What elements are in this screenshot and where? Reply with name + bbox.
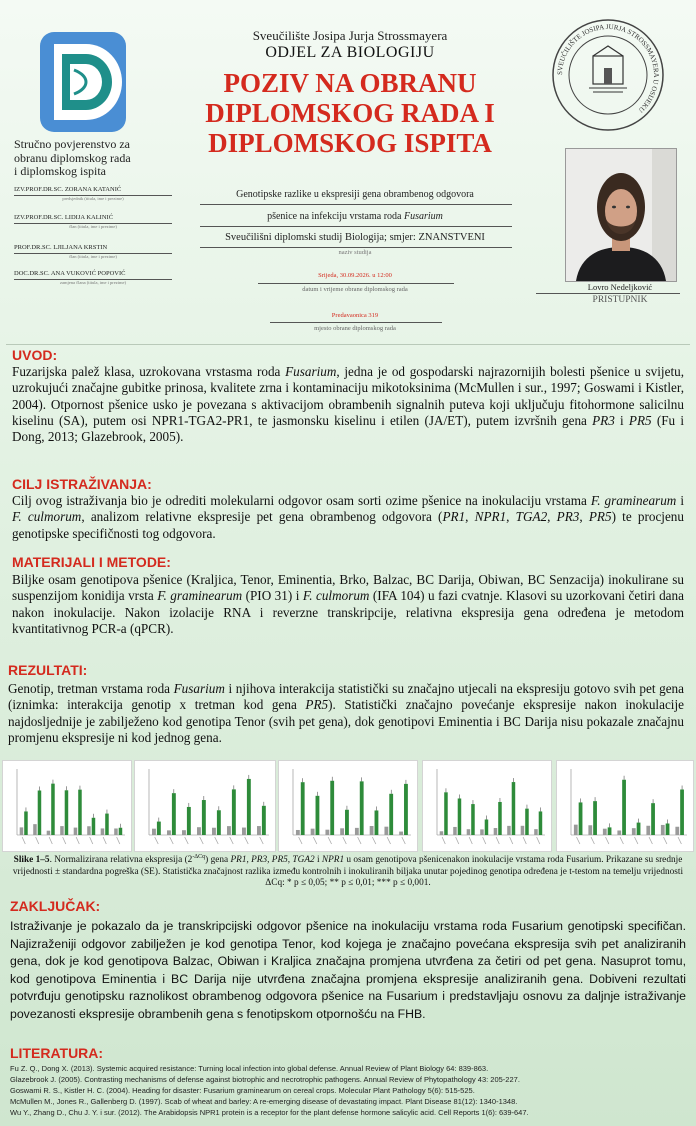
bar-inoculated bbox=[622, 780, 626, 835]
tick-label bbox=[469, 837, 472, 844]
bar-control bbox=[87, 826, 91, 835]
tick-label bbox=[49, 837, 52, 844]
candidate-name: Lovro Nedeljković bbox=[587, 282, 653, 292]
thesis-title-line-2 bbox=[190, 211, 520, 222]
department-name: ODJEL ZA BIOLOGIJU bbox=[265, 44, 435, 61]
tick-label bbox=[36, 837, 39, 844]
bar-control bbox=[74, 828, 78, 835]
study-program: Sveučilišni diplomski studij Biologija; smjer: ZNANSTVENI bbox=[225, 232, 485, 243]
rezultati-heading: REZULTATI: bbox=[8, 662, 88, 678]
committee-member bbox=[14, 214, 172, 229]
bar-control bbox=[47, 831, 51, 835]
bar-inoculated bbox=[608, 827, 612, 835]
tick-label bbox=[577, 837, 580, 844]
bar-inoculated bbox=[485, 820, 489, 835]
bar-control bbox=[355, 828, 359, 835]
tick-label bbox=[664, 837, 667, 844]
tick-label bbox=[635, 837, 638, 844]
zakljucak-heading: ZAKLJUČAK: bbox=[10, 898, 101, 914]
reference-item: McMullen M., Jones R., Gallenberg D. (1997). Scab of wheat and barley: A re-emerging disease of devastating impact. Plant Disease 81(12): 1340-1348. bbox=[10, 1097, 518, 1106]
university-seal bbox=[549, 16, 667, 134]
committee-member bbox=[14, 244, 172, 259]
tick-label bbox=[185, 837, 189, 844]
tick-label bbox=[230, 837, 234, 844]
bar-control bbox=[311, 829, 315, 835]
bar-inoculated bbox=[51, 784, 55, 835]
bar-control bbox=[384, 827, 388, 835]
literatura-heading: LITERATURA: bbox=[10, 1045, 104, 1061]
bar-control bbox=[257, 826, 261, 835]
bar-inoculated bbox=[187, 807, 191, 835]
committee-heading bbox=[14, 138, 194, 179]
bar-control bbox=[152, 829, 156, 835]
reference-list bbox=[10, 1063, 686, 1118]
bar-inoculated bbox=[593, 801, 597, 835]
metode-heading: MATERIJALI I METODE: bbox=[12, 554, 171, 570]
bar-control bbox=[242, 828, 246, 835]
tick-label bbox=[387, 837, 390, 844]
bar-control bbox=[574, 825, 578, 835]
member-name: DOC.DR.SC. ANA VUKOVIĆ POPOVIĆ bbox=[14, 270, 126, 277]
title-line: DIPLOMSKOG ISPITA bbox=[208, 128, 492, 158]
title-line: POZIV NA OBRANU bbox=[223, 68, 477, 98]
tick-label bbox=[523, 837, 526, 844]
member-name: IZV.PROF.DR.SC. ZORANA KATANIĆ bbox=[14, 186, 122, 193]
bar-inoculated bbox=[345, 810, 349, 835]
bar-inoculated bbox=[404, 784, 408, 835]
bar-control bbox=[467, 829, 471, 835]
member-role: predsjednik (titula, ime i prezime) bbox=[62, 196, 124, 201]
metode-text: Biljke osam genotipova pšenice (Kraljica, Tenor, Eminentia, Brko, Balzac, BC Darija, Obiwan, BC Senzacija) inokulirane su suspenzijom konidija vrsta F. graminearum (PIO 31) i F. culmorum (IFA 104) u fazi cvatnje. Klasovi su uzorkovani četiri dana nakon inokulacije. Nakon izolacije RNA i reverzne transkripcije, relativna ekspresija gena određena je metodom kvantitativnog PCR-a (qPCR). bbox=[12, 572, 684, 636]
bar-inoculated bbox=[498, 802, 502, 835]
bar-inoculated bbox=[247, 779, 251, 835]
bar-inoculated bbox=[65, 790, 69, 835]
tick-label bbox=[22, 837, 25, 844]
committee-member bbox=[14, 186, 172, 201]
bar-inoculated bbox=[512, 782, 516, 835]
tick-label bbox=[537, 837, 540, 844]
bar-control bbox=[534, 829, 538, 835]
figure-panel bbox=[422, 760, 552, 852]
bar-control bbox=[325, 830, 329, 835]
tick-label bbox=[620, 837, 623, 844]
reference-item: Goswami R. S., Kistler H. C. (2004). Heading for disaster: Fusarium graminearum on cereal crops. Molecular Plant Pathology 5(6): 515-525. bbox=[10, 1086, 475, 1095]
bar-inoculated bbox=[78, 790, 82, 835]
bar-control bbox=[632, 828, 636, 835]
bar-inoculated bbox=[330, 781, 334, 835]
bar-inoculated bbox=[157, 822, 161, 835]
bar-control bbox=[507, 826, 511, 835]
member-role: zamjena člana (titula, ime i prezime) bbox=[60, 280, 126, 285]
tick-label bbox=[155, 837, 159, 844]
bar-inoculated bbox=[666, 824, 670, 835]
defense-place: Predavaonica 319 bbox=[331, 312, 379, 319]
bar-control bbox=[370, 826, 374, 835]
uvod-heading: UVOD: bbox=[12, 347, 58, 363]
bar-control bbox=[603, 829, 607, 835]
bar-control bbox=[182, 830, 186, 835]
figure-chart bbox=[423, 761, 551, 851]
thesis-title-text: pšenice na infekciju vrstama roda bbox=[267, 211, 404, 222]
title-line: DIPLOMSKOG RADA I bbox=[205, 98, 495, 128]
figure-chart bbox=[279, 761, 417, 851]
committee-member bbox=[14, 270, 172, 285]
bar-control bbox=[20, 827, 24, 835]
bar-inoculated bbox=[232, 789, 236, 835]
tick-label bbox=[510, 837, 513, 844]
candidate-label: PRISTUPNIK bbox=[592, 295, 648, 305]
tick-label bbox=[328, 837, 331, 844]
bar-control bbox=[197, 827, 201, 835]
bar-control bbox=[480, 829, 484, 835]
tick-label bbox=[442, 837, 445, 844]
bar-inoculated bbox=[217, 810, 221, 835]
bar-inoculated bbox=[458, 798, 462, 835]
figure-chart bbox=[135, 761, 275, 851]
bar-control bbox=[646, 826, 650, 835]
bar-control bbox=[296, 830, 300, 835]
tick-label bbox=[170, 837, 174, 844]
bar-control bbox=[588, 825, 592, 835]
bar-control bbox=[33, 824, 37, 835]
tick-label bbox=[63, 837, 66, 844]
bar-control bbox=[440, 831, 444, 835]
tick-label bbox=[245, 837, 249, 844]
tick-label bbox=[372, 837, 375, 844]
bar-inoculated bbox=[105, 814, 109, 835]
reference-item: Wu Y., Zhang D., Chu J. Y. i sur. (2012). The Arabidopsis NPR1 protein is a receptor for the plant defense hormone salicylic acid. Cell Reports 1(6): 639-647. bbox=[10, 1108, 529, 1117]
bar-inoculated bbox=[316, 796, 320, 835]
bar-control bbox=[101, 828, 105, 835]
tick-label bbox=[483, 837, 486, 844]
tick-label bbox=[591, 837, 594, 844]
tick-label bbox=[402, 837, 405, 844]
zakljucak-text: Istraživanje je pokazalo da je transkripcijski odgovor pšenice na inokulaciju vrstama roda Fusarium genotipski specifičan. Najizraženiji odgovor zabilježen je kod genotipa Tenor, kod kojega je značajno povećana ekspresija svih pet analiziranih gena, dok je kod genotipova Balzac, Obiwan i Kraljica značajna promjena utvrđena za četiri od pet gena. Nasuprot tomu, kod genotipova Eminentia i BC Darija nije utvrđena značajna promjena ekspresije analiziranih gena. Dobiveni rezultati potvrđuju genotipsku raznolikost obrambenog odgovora pšenice na Fusarium i predstavljaju osnovu za daljnje istraživanje povezanosti ekspresije obrambenih gena s fenotipskom otpornošću na FHB. bbox=[10, 919, 686, 1021]
rezultati-text: Genotip, tretman vrstama roda Fusarium i njihova interakcija statistički su značajno utjecali na ekspresiju gotovo svih pet gena (iznimka: interakcija genotip x tretman kod gena PR5). Statistički značajno povećanje ekspresije nakon inokulacije najdosljednije je zabilježeno kod genotipa Tenor (svih pet gena), dok genotipovi Eminentia i BC Darija nisu pokazale značajnu promjenu ekspresije ni kod jednog gena. bbox=[8, 681, 684, 745]
committee-heading-line: i diplomskog ispita bbox=[14, 164, 107, 178]
tick-label bbox=[103, 837, 106, 844]
bar-inoculated bbox=[539, 811, 543, 835]
defense-datetime: Srijeda, 30.09.2026. u 12:00 bbox=[318, 272, 392, 279]
tick-label bbox=[260, 837, 264, 844]
section-divider bbox=[6, 344, 690, 345]
bar-control bbox=[60, 826, 64, 835]
bar-inoculated bbox=[525, 809, 529, 835]
bar-control bbox=[340, 828, 344, 835]
bar-inoculated bbox=[24, 811, 28, 835]
tick-label bbox=[678, 837, 681, 844]
university-name: Sveučilište Josipa Jurja Strossmayera bbox=[252, 28, 448, 43]
bar-control bbox=[212, 828, 216, 835]
tick-label bbox=[313, 837, 316, 844]
study-label: naziv studija bbox=[338, 249, 372, 256]
tick-label bbox=[299, 837, 302, 844]
cilj-text: Cilj ovog istraživanja bio je odrediti molekularni odgovor osam sorti ozime pšenice na inokulaciju vrstama F. graminearum i F. culmorum, analizom relativne ekspresije pet gena obrambenog odgovora (PR1, NPR1, TGA2, PR3, PR5) te procjenu genotipske specifičnosti tog odgovora. bbox=[12, 493, 684, 541]
bar-control bbox=[227, 826, 231, 835]
bar-inoculated bbox=[637, 823, 641, 835]
figure-chart bbox=[3, 761, 131, 851]
bar-inoculated bbox=[680, 790, 684, 835]
bar-control bbox=[617, 830, 621, 835]
bar-inoculated bbox=[92, 818, 96, 835]
uvod-text: Fuzarijska palež klasa, uzrokovana vrstasma roda Fusarium, jedna je od gospodarski najrazornijih bolesti pšenice u svijetu, uzrokujući značajne gubitke prinosa, kvalitete zrna i kontaminaciju mikotoksinima (McMullen i sur., 1997; Goswami i Kistler, 2004). Otpornost pšenice usko je povezana s aktivacijom obrambenih signalnih puteva koji uključuju fitohormone salicilnu kiselinu (SA), putem osi NPR1-TGA2-PR1, te jasmonsku kiselinu i etilen (JA/ET), putem izvršnih gena PR3 i PR5 (Fu i Dong, 2013; Glazebrook, 2005). bbox=[12, 364, 685, 445]
poster-title bbox=[150, 68, 550, 158]
figure-panel bbox=[278, 760, 418, 852]
figure-chart bbox=[557, 761, 693, 851]
seal-text: SVEUČILIŠTE JOSIPA JURJA STROSSMAYERA U OSIJEKU bbox=[555, 22, 661, 115]
member-name: IZV.PROF.DR.SC. LIDIJA KALINIĆ bbox=[14, 214, 114, 221]
member-name: PROF.DR.SC. LJILJANA KRSTIN bbox=[14, 244, 108, 251]
member-role: član (titula, ime i prezime) bbox=[69, 224, 117, 229]
bar-control bbox=[675, 827, 679, 835]
tick-label bbox=[649, 837, 652, 844]
bar-inoculated bbox=[301, 782, 305, 835]
reference-item: Fu Z. Q., Dong X. (2013). Systemic acquired resistance: Turning local infection into global defense. Annual Review of Plant Biology 64: 839-863. bbox=[10, 1064, 489, 1073]
bar-inoculated bbox=[389, 794, 393, 835]
datetime-label: datum i vrijeme obrane diplomskog rada bbox=[302, 286, 408, 293]
tick-label bbox=[90, 837, 93, 844]
figure-panel bbox=[134, 760, 276, 852]
bar-inoculated bbox=[579, 802, 583, 835]
bar-inoculated bbox=[444, 792, 448, 835]
bar-inoculated bbox=[119, 828, 123, 835]
tick-label bbox=[456, 837, 459, 844]
tick-label bbox=[215, 837, 219, 844]
bar-inoculated bbox=[375, 810, 379, 835]
figure-caption: Slike 1–5. Normalizirana relativna ekspresija $(2^{-\Delta Cq})$ gena PR1, PR3, PR5, TGA2 i NPR1 u osam genotipova pšenicenakon inokulacije vrstama roda Fusarium. Prikazane su srednje vrijednosti ± standardna pogreška (SE). Statistička značajnost razlika između kontrolnih i inokuliranih biljaka unutar pojedinog genotipa određena je t-testom na temelju vrijednosti ΔCq: * p ≤ 0,05; ** p ≤ 0,01; *** p ≤ 0,001. bbox=[12, 854, 684, 889]
tick-label bbox=[76, 837, 79, 844]
bar-inoculated bbox=[202, 800, 206, 835]
bar-control bbox=[453, 827, 457, 835]
tick-label bbox=[343, 837, 346, 844]
tick-label bbox=[358, 837, 361, 844]
member-role: član (titula, ime i prezime) bbox=[69, 254, 117, 259]
bar-control bbox=[494, 828, 498, 835]
thesis-title-line-1: Genotipske razlike u ekspresiji gena obrambenog odgovora bbox=[236, 189, 474, 200]
candidate-photo bbox=[565, 148, 677, 282]
committee-heading-line: obranu diplomskog rada bbox=[14, 150, 131, 165]
bar-inoculated bbox=[651, 803, 655, 835]
bar-inoculated bbox=[262, 806, 266, 835]
bar-inoculated bbox=[38, 790, 42, 835]
thesis-title-genus: Fusarium bbox=[403, 211, 443, 222]
bar-control bbox=[167, 830, 171, 835]
tick-label bbox=[496, 837, 499, 844]
bar-control bbox=[661, 825, 665, 835]
place-label: mjesto obrane diplomskog rada bbox=[314, 325, 396, 332]
reference-item: Glazebrook J. (2005). Contrasting mechanisms of defense against biotrophic and necrotrophic pathogens. Annual Review of Phytopathology 43: 205-227. bbox=[10, 1075, 520, 1084]
bar-control bbox=[399, 832, 403, 835]
tick-label bbox=[117, 837, 120, 844]
tick-label bbox=[200, 837, 204, 844]
bar-inoculated bbox=[172, 793, 176, 835]
tick-label bbox=[606, 837, 609, 844]
bar-inoculated bbox=[360, 781, 364, 835]
figure-panel bbox=[2, 760, 132, 852]
bar-control bbox=[114, 828, 118, 835]
committee-heading-line: Stručno povjerenstvo za bbox=[14, 137, 130, 151]
bar-control bbox=[521, 826, 525, 835]
cilj-heading: CILJ ISTRAŽIVANJA: bbox=[12, 476, 152, 492]
department-logo bbox=[34, 30, 132, 134]
bar-inoculated bbox=[471, 804, 475, 835]
figure-panel bbox=[556, 760, 694, 852]
